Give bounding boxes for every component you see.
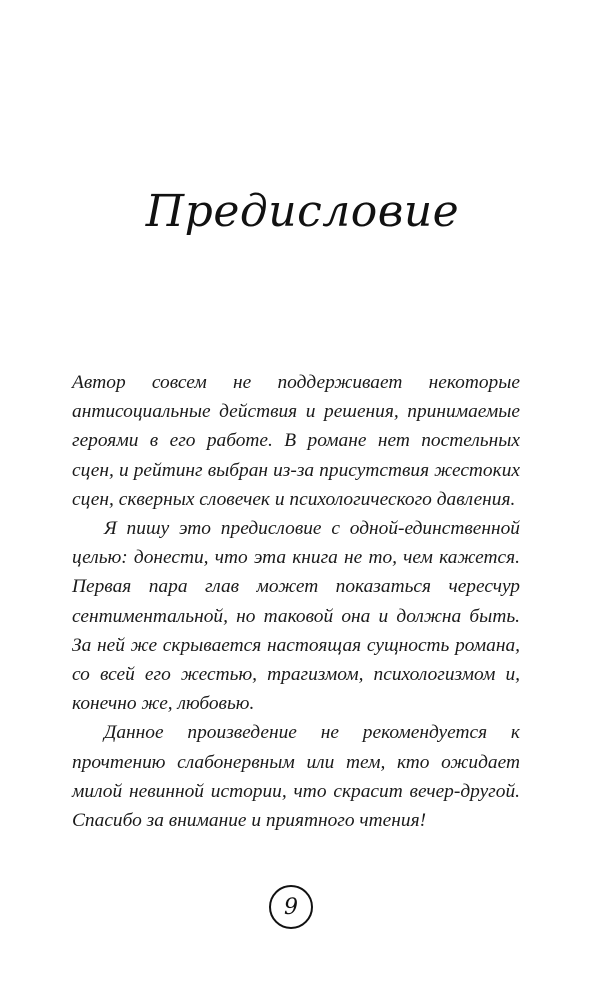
paragraph-1: Автор совсем не поддерживает некоторые антисоциальные действия и решения, принимаемые героями в его работе. В романе нет постельных сцен, и рейтинг выбран из-за присутствия жестоких сцен, скверных словечек и психологического давления. — [72, 372, 520, 510]
chapter-heading: Предисловие — [145, 186, 460, 237]
paragraph-2: Я пишу это предисловие с одной-единственной целью: донести, что эта книга не то, чем кажется. Первая пара глав может показаться чересчур сентиментальной, но таковой она и должна быть. За ней же скрывается настоящая сущность романа, со всей его жестью, трагизмом, психологизмом и, конечно же, любовью. — [72, 518, 520, 715]
page-number: 9 — [269, 885, 313, 929]
preface-body — [72, 368, 520, 835]
paragraph-3: Данное произведение не рекомендуется к прочтению слабонервным или тем, кто ожидает милой невинной истории, что скрасит вечер-другой. Спасибо за внимание и приятного чтения! — [72, 722, 520, 832]
